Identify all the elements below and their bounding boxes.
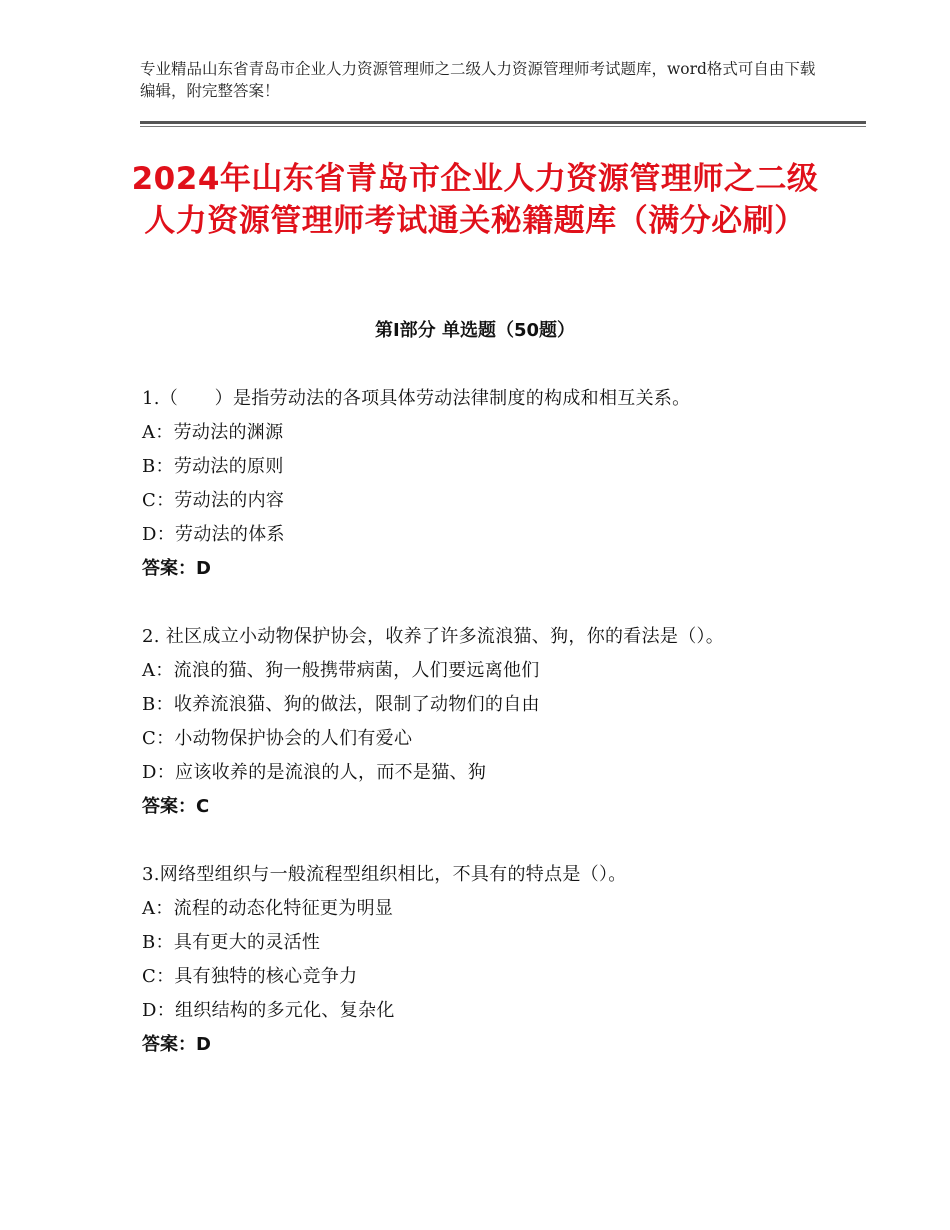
option-c: C：劳动法的内容 — [142, 490, 285, 511]
document-title: 2024年山东省青岛市企业人力资源管理师之二级人力资源管理师考试通关秘籍题库（满分必刷） — [131, 161, 819, 239]
option-a: A：劳动法的渊源 — [142, 422, 284, 443]
header-divider-thick — [140, 121, 866, 124]
header-divider-thin — [140, 126, 866, 127]
answer: 答案：D — [142, 558, 211, 579]
option-a: A：流程的动态化特征更为明显 — [142, 898, 394, 919]
question-list — [142, 382, 802, 1096]
question-stem: 3.网络型组织与一般流程型组织相比，不具有的特点是（）。 — [142, 864, 627, 885]
option-d: D：应该收养的是流浪的人，而不是猫、狗 — [142, 762, 487, 783]
question-2 — [142, 620, 802, 824]
header-note: 专业精品山东省青岛市企业人力资源管理师之二级人力资源管理师考试题库，word格式可自由下载编辑，附完整答案！ — [140, 60, 816, 100]
option-b: B：收养流浪猫、狗的做法，限制了动物们的自由 — [142, 694, 540, 715]
option-d: D：劳动法的体系 — [142, 524, 285, 545]
option-d: D：组织结构的多元化、复杂化 — [142, 1000, 395, 1021]
option-a: A：流浪的猫、狗一般携带病菌，人们要远离他们 — [142, 660, 540, 681]
option-b: B：劳动法的原则 — [142, 456, 284, 477]
option-c: C：小动物保护协会的人们有爱心 — [142, 728, 413, 749]
option-b: B：具有更大的灵活性 — [142, 932, 321, 953]
answer: 答案：D — [142, 1034, 211, 1055]
question-stem: 2. 社区成立小动物保护协会，收养了许多流浪猫、狗，你的看法是（）。 — [142, 626, 725, 647]
question-1 — [142, 382, 802, 586]
section-heading: 第Ⅰ部分 单选题（50题） — [374, 320, 575, 341]
question-stem: 1.（ ）是指劳动法的各项具体劳动法律制度的构成和相互关系。 — [142, 388, 691, 409]
question-3 — [142, 858, 802, 1062]
answer: 答案：C — [142, 796, 210, 817]
option-c: C：具有独特的核心竞争力 — [142, 966, 358, 987]
